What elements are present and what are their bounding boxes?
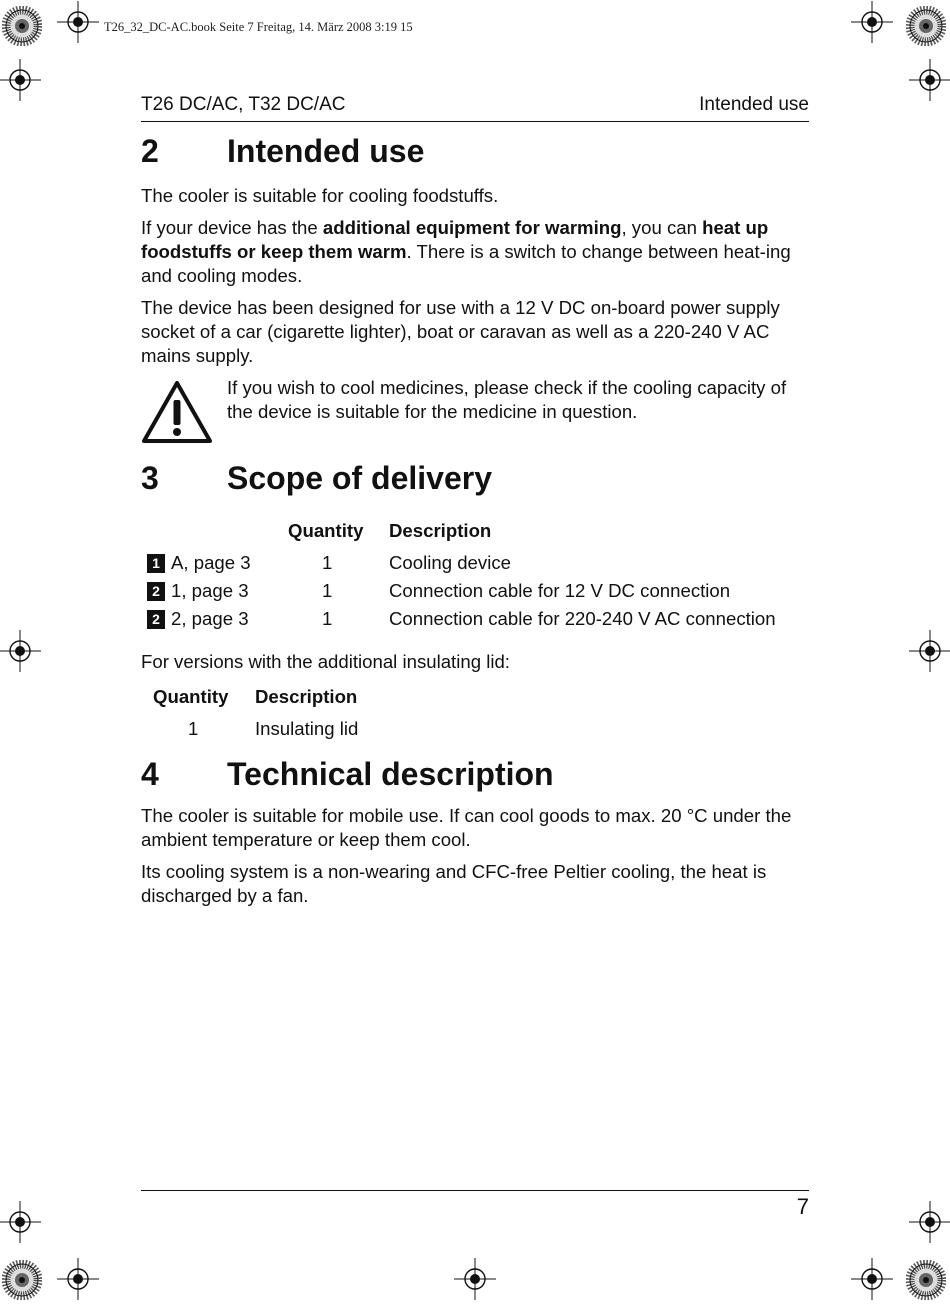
table-header-description: Description <box>255 686 358 707</box>
registration-mark-icon <box>847 1254 897 1304</box>
registration-mark-icon <box>905 626 950 676</box>
position-badge: 2 <box>147 582 165 601</box>
text-run: , you can <box>621 217 703 238</box>
paragraph: The cooler is suitable for mobile use. If can cool goods to max. 20 °C under the ambient temperature or keep them cool. <box>141 805 792 850</box>
registration-mark-icon <box>0 55 45 105</box>
registration-mark-icon <box>53 0 103 47</box>
table-cell-quantity: 1 <box>188 718 199 739</box>
section-title: Scope of delivery <box>227 460 492 496</box>
table-header-quantity: Quantity <box>288 520 364 541</box>
paragraph: The cooler is suitable for cooling foodstuffs. <box>141 185 499 206</box>
registration-mark-icon <box>53 1254 103 1304</box>
registration-mark-icon <box>0 1197 45 1247</box>
registration-mark-icon <box>847 0 897 47</box>
table-cell-quantity: 1 <box>322 580 333 601</box>
ref-text: 1, page 3 <box>171 580 249 601</box>
ref-text: 2, page 3 <box>171 608 249 629</box>
section-3-heading <box>141 460 492 497</box>
table-cell-description: Insulating lid <box>255 718 359 739</box>
table-header-quantity: Quantity <box>153 686 229 707</box>
section-number: 2 <box>141 133 159 169</box>
registration-mark-icon <box>905 1197 950 1247</box>
paragraph: Its cooling system is a non-wearing and CFC-free Peltier cooling, the heat is discharged by a fan. <box>141 861 767 906</box>
bold-text-run: heat up foodstuffs or keep them warm <box>141 217 769 262</box>
color-wheel-icon <box>906 1260 946 1300</box>
registration-mark-icon <box>0 626 45 676</box>
table-cell-description: Connection cable for 220-240 V AC connection <box>389 608 776 629</box>
running-header-section: Intended use <box>699 94 809 115</box>
color-wheel-icon <box>2 6 42 46</box>
table-row-ref <box>147 580 249 602</box>
paragraph: For versions with the additional insulating lid: <box>141 651 510 672</box>
section-4-heading <box>141 756 554 793</box>
table-row-ref <box>147 608 249 630</box>
section-title: Intended use <box>227 133 425 169</box>
paragraph: The device has been designed for use with a 12 V DC on-board power supply socket of a car (cigarette lighter), boat or caravan as well as a 220-240 V AC mains supply. <box>141 297 780 366</box>
warning-text: If you wish to cool medicines, please check if the cooling capacity of the device is suitable for the medicine in question. <box>227 377 787 422</box>
registration-mark-icon <box>905 55 950 105</box>
table-cell-quantity: 1 <box>322 552 333 573</box>
table-row-ref <box>147 552 251 574</box>
section-number: 3 <box>141 460 159 496</box>
header-rule <box>141 121 809 122</box>
table-header-description: Description <box>389 520 492 541</box>
color-wheel-icon <box>2 1260 42 1300</box>
ref-text: A, page 3 <box>171 552 251 573</box>
section-title: Technical description <box>227 756 554 792</box>
text-run: . There is a switch to change between heat-ing and cooling modes. <box>141 241 791 286</box>
registration-mark-icon <box>450 1254 500 1304</box>
text-run: If your device has the <box>141 217 323 238</box>
paragraph-warming <box>141 216 809 288</box>
bold-text-run: additional equipment for warming <box>322 217 622 238</box>
table-cell-description: Cooling device <box>389 552 511 573</box>
running-header-title: T26 DC/AC, T32 DC/AC <box>141 94 346 115</box>
color-wheel-icon <box>906 6 946 46</box>
print-info-line: T26_32_DC-AC.book Seite 7 Freitag, 14. März 2008 3:19 15 <box>104 20 413 34</box>
position-badge: 1 <box>147 554 165 573</box>
section-2-heading <box>141 133 424 170</box>
page-number: 7 <box>796 1194 809 1219</box>
table-cell-description: Connection cable for 12 V DC connection <box>389 580 731 601</box>
warning-triangle-icon <box>141 380 213 444</box>
position-badge: 2 <box>147 610 165 629</box>
section-number: 4 <box>141 756 159 792</box>
footer-rule <box>141 1190 809 1191</box>
table-cell-quantity: 1 <box>322 608 333 629</box>
